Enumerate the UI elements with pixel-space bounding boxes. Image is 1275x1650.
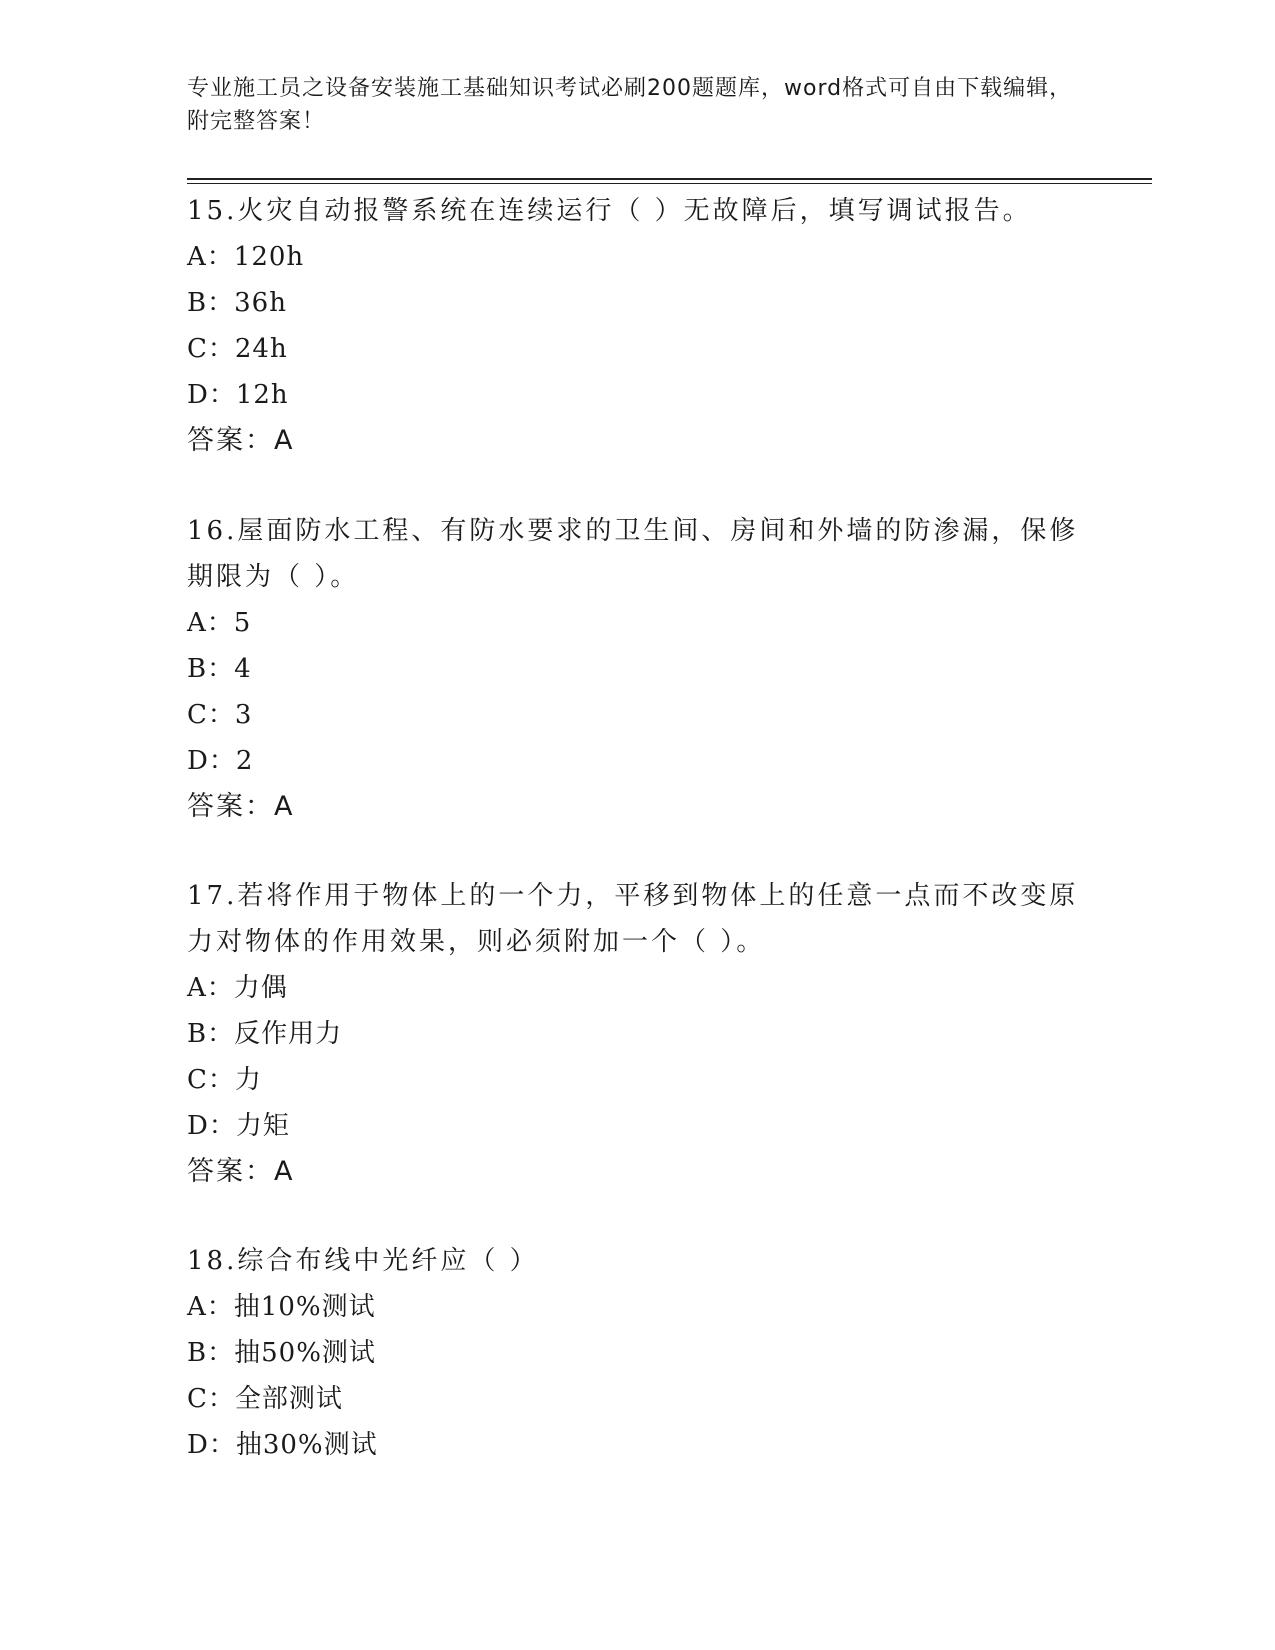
option-d: D：抽30%测试 [187,1430,378,1460]
option-a: A：5 [187,608,252,638]
header-divider-thin [187,183,1152,184]
question-18 [187,1238,1087,1468]
option-b: B：36h [187,288,287,318]
question-17 [187,873,1087,1195]
option-c: C：全部测试 [187,1384,343,1414]
option-c: C：力 [187,1065,262,1095]
option-d: D：2 [187,746,254,776]
option-b: B：4 [187,654,252,684]
answer-line: 答案：A [187,1156,295,1187]
question-16 [187,508,1087,830]
option-d: D：力矩 [187,1111,290,1141]
option-c: C：24h [187,334,288,364]
option-c: C：3 [187,700,253,730]
question-15 [187,188,1087,464]
header-divider-thick [187,178,1152,180]
option-d: D：12h [187,380,289,410]
answer-line: 答案：A [187,791,295,822]
option-b: B：反作用力 [187,1019,343,1049]
option-a: A：120h [187,242,305,272]
question-stem: 16.屋面防水工程、有防水要求的卫生间、房间和外墙的防渗漏，保修期限为（ ）。 [187,516,1079,592]
option-a: A：抽10%测试 [187,1292,376,1322]
answer-line: 答案：A [187,425,295,456]
document-header: 专业施工员之设备安装施工基础知识考试必刷200题题库，word格式可自由下载编辑，附完整答案！ [187,76,1073,134]
option-b: B：抽50%测试 [187,1338,376,1368]
question-stem: 18.综合布线中光纤应（ ） [187,1246,539,1276]
question-stem: 15.火灾自动报警系统在连续运行（ ）无故障后，填写调试报告。 [187,196,1032,226]
option-a: A：力偶 [187,973,288,1003]
question-stem: 17.若将作用于物体上的一个力，平移到物体上的任意一点而不改变原力对物体的作用效果，则必须附加一个（ ）。 [187,881,1079,957]
